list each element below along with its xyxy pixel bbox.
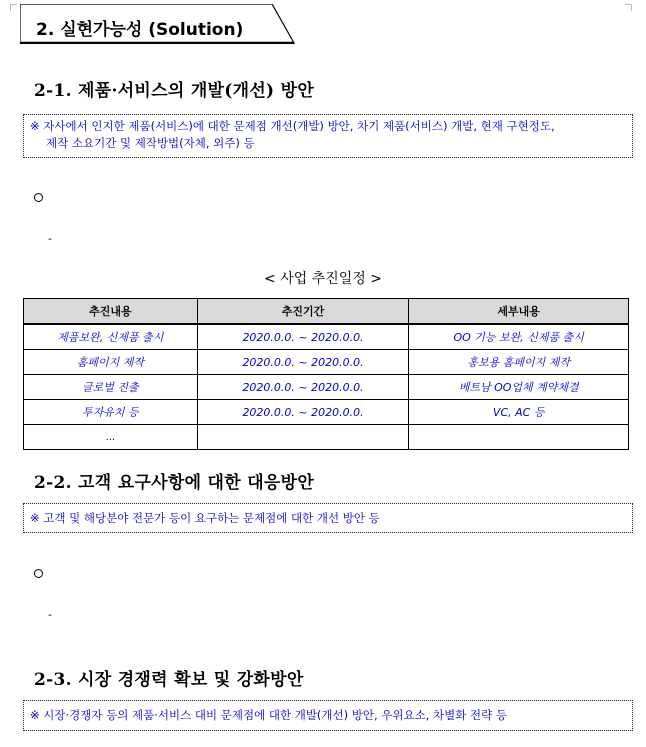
table-cell: 2020.0.0. ~ 2020.0.0. — [197, 375, 409, 400]
table-cell — [409, 425, 629, 450]
guide-note-line: ※ 자사에서 인지한 제품(서비스)에 대한 문제점 개선(개발) 방안, 차기 제품(서비스) 개발, 현재 구현정도, — [30, 119, 555, 133]
table-row — [24, 400, 629, 425]
guide-note-2-3 — [23, 700, 633, 731]
section-title: 2. 실현가능성 (Solution) — [36, 20, 244, 40]
circle-bullet-icon — [34, 569, 43, 578]
table-cell: 제품보완, 신제품 출시 — [24, 324, 198, 350]
table-header-row — [24, 299, 629, 325]
table-cell: 2020.0.0. ~ 2020.0.0. — [197, 350, 409, 375]
table-row — [24, 324, 629, 350]
guide-note-line: 제작 소요기간 및 제작방법(자체, 외주) 등 — [46, 136, 255, 150]
table-cell: ... — [24, 425, 198, 450]
table-cell: OO 기능 보완, 신제품 출시 — [409, 324, 629, 350]
schedule-table — [23, 298, 629, 450]
dash-bullet: - — [48, 608, 52, 621]
page-corner-mark-left — [10, 4, 17, 11]
table-cell: 홈페이지 제작 — [24, 350, 198, 375]
table-cell: 투자유치 등 — [24, 400, 198, 425]
guide-note-2-1 — [23, 114, 633, 158]
table-cell: 2020.0.0. ~ 2020.0.0. — [197, 324, 409, 350]
table-cell — [197, 425, 409, 450]
column-header: 추진기간 — [197, 299, 409, 325]
table-cell: 홍보용 홈페이지 제작 — [409, 350, 629, 375]
column-header: 세부내용 — [409, 299, 629, 325]
table-cell: 2020.0.0. ~ 2020.0.0. — [197, 400, 409, 425]
section-title-tab — [20, 4, 296, 44]
schedule-title: < 사업 추진일정 > — [264, 271, 382, 287]
table-row — [24, 425, 629, 450]
circle-bullet-icon — [34, 193, 43, 202]
guide-note-line: ※ 고객 및 해당분야 전문가 등이 요구하는 문제점에 대한 개선 방안 등 — [30, 511, 380, 525]
page-corner-mark-right — [625, 4, 632, 11]
table-cell: 베트남 OO업체 계약체결 — [409, 375, 629, 400]
subsection-heading-2-1: 2-1. 제품·서비스의 개발(개선) 방안 — [34, 81, 315, 101]
table-cell: 글로벌 진출 — [24, 375, 198, 400]
subsection-heading-2-3: 2-3. 시장 경쟁력 확보 및 강화방안 — [34, 670, 304, 690]
table-row — [24, 375, 629, 400]
subsection-heading-2-2: 2-2. 고객 요구사항에 대한 대응방안 — [34, 473, 315, 493]
column-header: 추진내용 — [24, 299, 198, 325]
guide-note-2-2 — [23, 503, 633, 533]
guide-note-line: ※ 시장·경쟁자 등의 제품·서비스 대비 문제점에 대한 개발(개선) 방안, 우위요소, 차별화 전략 등 — [30, 708, 508, 722]
dash-bullet: - — [48, 232, 52, 245]
table-row — [24, 350, 629, 375]
table-cell: VC, AC 등 — [409, 400, 629, 425]
